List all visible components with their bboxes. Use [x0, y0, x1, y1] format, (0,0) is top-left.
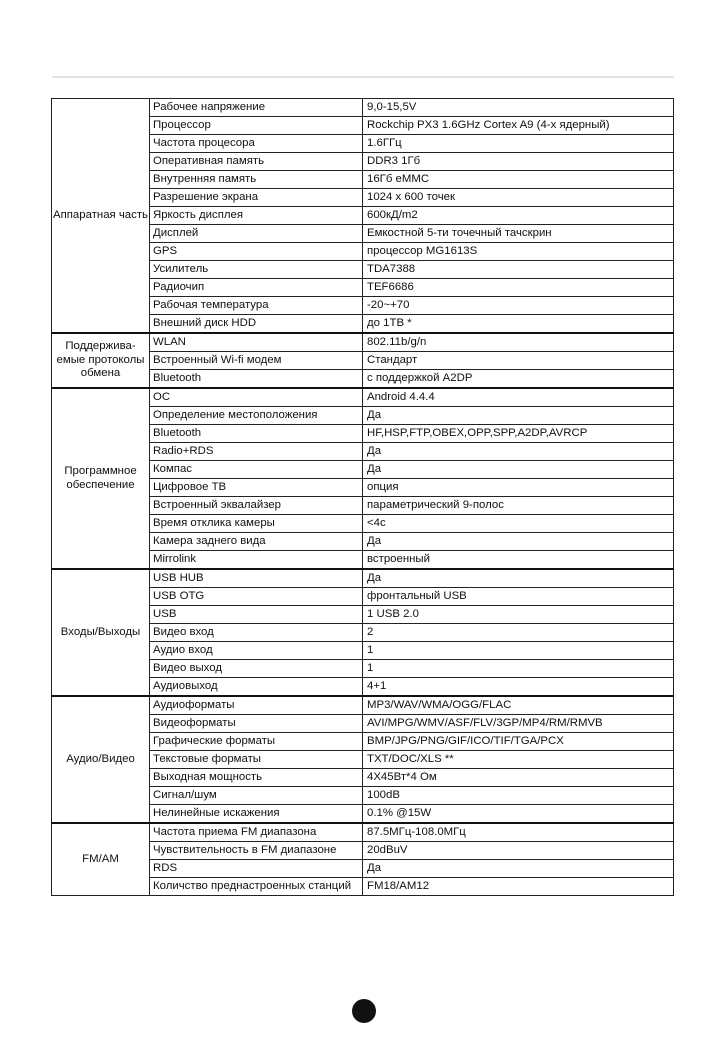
- page-number-marker: [352, 999, 376, 1023]
- spec-value: 4+1: [363, 678, 674, 697]
- spec-label: ОС: [150, 388, 363, 407]
- spec-label: USB HUB: [150, 569, 363, 588]
- spec-label: Текстовые форматы: [150, 751, 363, 769]
- spec-label: Цифровое ТВ: [150, 479, 363, 497]
- spec-label: Аудиоформаты: [150, 696, 363, 715]
- spec-label: Выходная мощность: [150, 769, 363, 787]
- spec-row: [52, 333, 674, 352]
- spec-value: встроенный: [363, 551, 674, 570]
- spec-value: FM18/AM12: [363, 878, 674, 896]
- spec-value: 1: [363, 660, 674, 678]
- spec-row: [52, 99, 674, 117]
- spec-value: 9,0-15,5V: [363, 99, 674, 117]
- spec-value: опция: [363, 479, 674, 497]
- spec-value: TEF6686: [363, 279, 674, 297]
- section-group-label: Аппаратная часть: [52, 99, 150, 334]
- specifications-table: [51, 98, 674, 896]
- spec-label: USB OTG: [150, 588, 363, 606]
- spec-label: Аудиовыход: [150, 678, 363, 697]
- section-group-label: FM/AM: [52, 823, 150, 896]
- spec-label: Графические форматы: [150, 733, 363, 751]
- spec-label: Компас: [150, 461, 363, 479]
- spec-label: Mirrolink: [150, 551, 363, 570]
- spec-label: WLAN: [150, 333, 363, 352]
- section-group-label: Аудио/Видео: [52, 696, 150, 823]
- spec-value: <4с: [363, 515, 674, 533]
- spec-value: с поддержкой A2DP: [363, 370, 674, 389]
- spec-value: Rockchip PX3 1.6GHz Cortex A9 (4-х ядерный): [363, 117, 674, 135]
- spec-row: [52, 696, 674, 715]
- spec-label: USB: [150, 606, 363, 624]
- spec-value: 2: [363, 624, 674, 642]
- spec-label: Внешний диск HDD: [150, 315, 363, 334]
- spec-label: Встроенный Wi-fi модем: [150, 352, 363, 370]
- spec-value: AVI/MPG/WMV/ASF/FLV/3GP/MP4/RM/RMVB: [363, 715, 674, 733]
- spec-value: 16Гб eMMC: [363, 171, 674, 189]
- spec-value: 20dBuV: [363, 842, 674, 860]
- spec-label: Процессор: [150, 117, 363, 135]
- spec-value: TXT/DOC/XLS **: [363, 751, 674, 769]
- spec-value: Да: [363, 860, 674, 878]
- spec-label: Bluetooth: [150, 370, 363, 389]
- spec-value: процессор MG1613S: [363, 243, 674, 261]
- section-group-label: Поддержива-емые протоколы обмена: [52, 333, 150, 388]
- spec-label: Сигнал/шум: [150, 787, 363, 805]
- spec-value: Стандарт: [363, 352, 674, 370]
- spec-value: 0.1% @15W: [363, 805, 674, 824]
- spec-label: Видео выход: [150, 660, 363, 678]
- section-group-label: Программное обеспечение: [52, 388, 150, 569]
- spec-value: DDR3 1Гб: [363, 153, 674, 171]
- spec-value: фронтальный USB: [363, 588, 674, 606]
- spec-value: Да: [363, 533, 674, 551]
- spec-value: Да: [363, 443, 674, 461]
- spec-row: [52, 823, 674, 842]
- spec-value: Да: [363, 461, 674, 479]
- spec-label: Видео вход: [150, 624, 363, 642]
- spec-value: -20~+70: [363, 297, 674, 315]
- spec-label: Нелинейные искажения: [150, 805, 363, 824]
- section-group-label: Входы/Выходы: [52, 569, 150, 696]
- spec-label: Время отклика камеры: [150, 515, 363, 533]
- spec-label: Чувствительность в FM диапазоне: [150, 842, 363, 860]
- spec-label: Рабочая температура: [150, 297, 363, 315]
- spec-label: Количство преднастроенных станций: [150, 878, 363, 896]
- spec-label: Усилитель: [150, 261, 363, 279]
- spec-value: 1024 x 600 точек: [363, 189, 674, 207]
- spec-label: Разрешение экрана: [150, 189, 363, 207]
- spec-value: HF,HSP,FTP,OBEX,OPP,SPP,A2DP,AVRCP: [363, 425, 674, 443]
- spec-label: Radio+RDS: [150, 443, 363, 461]
- spec-label: Частота процесора: [150, 135, 363, 153]
- spec-value: Android 4.4.4: [363, 388, 674, 407]
- spec-value: 4X45Вт*4 Ом: [363, 769, 674, 787]
- spec-label: Частота приема FM диапазона: [150, 823, 363, 842]
- spec-label: Встроенный эквалайзер: [150, 497, 363, 515]
- spec-label: Дисплей: [150, 225, 363, 243]
- spec-label: RDS: [150, 860, 363, 878]
- spec-label: Аудио вход: [150, 642, 363, 660]
- spec-value: до 1ТВ *: [363, 315, 674, 334]
- spec-row: [52, 388, 674, 407]
- spec-label: Оперативная память: [150, 153, 363, 171]
- spec-label: Видеоформаты: [150, 715, 363, 733]
- spec-value: Емкостной 5-ти точечный тачскрин: [363, 225, 674, 243]
- spec-value: 1 USB 2.0: [363, 606, 674, 624]
- spec-value: Да: [363, 407, 674, 425]
- spec-row: [52, 569, 674, 588]
- spec-value: Да: [363, 569, 674, 588]
- spec-value: MP3/WAV/WMA/OGG/FLAC: [363, 696, 674, 715]
- spec-label: Яркость дисплея: [150, 207, 363, 225]
- spec-value: параметрический 9-полос: [363, 497, 674, 515]
- spec-value: 802.11b/g/n: [363, 333, 674, 352]
- spec-label: Рабочее напряжение: [150, 99, 363, 117]
- spec-value: 100dB: [363, 787, 674, 805]
- spec-label: GPS: [150, 243, 363, 261]
- spec-value: 600кД/m2: [363, 207, 674, 225]
- spec-label: Bluetooth: [150, 425, 363, 443]
- spec-value: 87.5МГц-108.0МГц: [363, 823, 674, 842]
- spec-label: Внутренняя память: [150, 171, 363, 189]
- header-divider: [52, 76, 674, 78]
- spec-value: 1.6ГГц: [363, 135, 674, 153]
- spec-value: BMP/JPG/PNG/GIF/ICO/TIF/TGA/PCX: [363, 733, 674, 751]
- spec-label: Радиочип: [150, 279, 363, 297]
- spec-label: Определение местоположения: [150, 407, 363, 425]
- spec-value: TDA7388: [363, 261, 674, 279]
- spec-label: Камера заднего вида: [150, 533, 363, 551]
- spec-value: 1: [363, 642, 674, 660]
